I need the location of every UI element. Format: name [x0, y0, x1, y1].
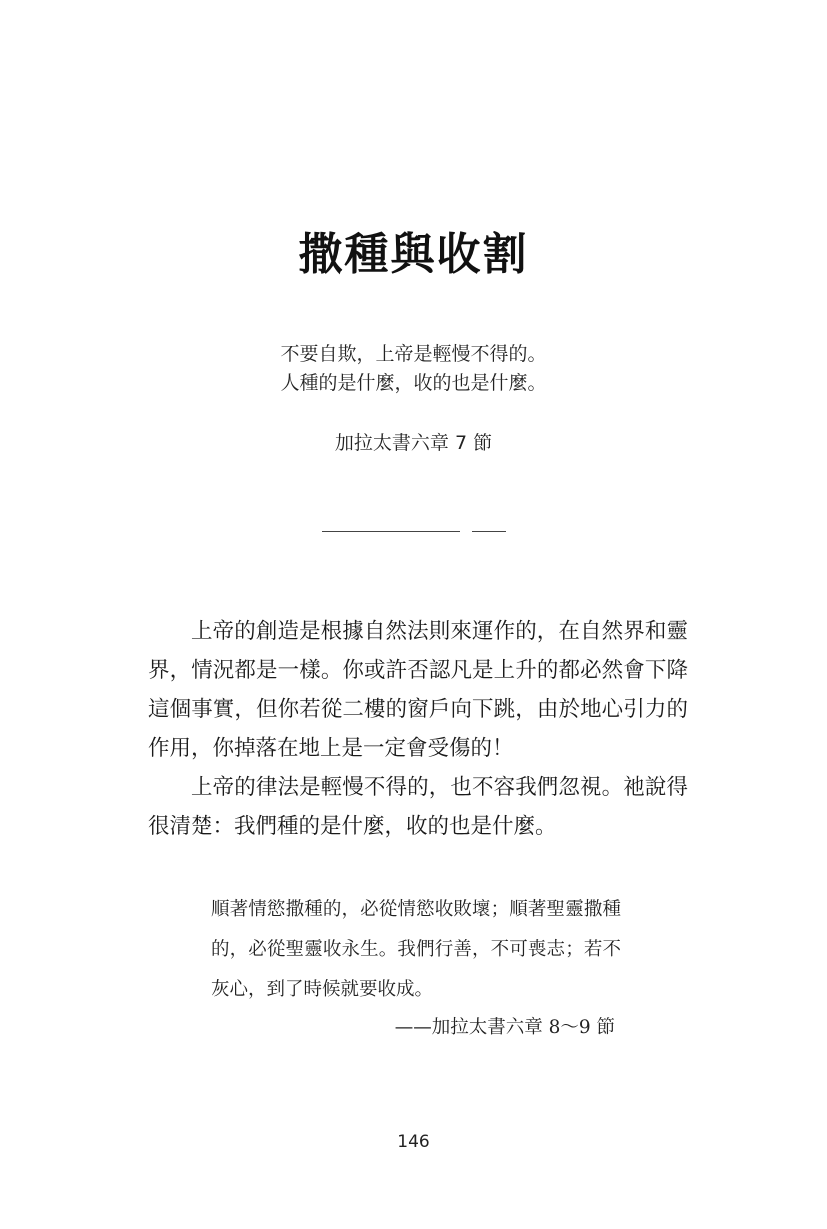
- epigraph-line-1: 不要自欺，上帝是輕慢不得的。: [280, 343, 547, 365]
- divider-short: [472, 531, 506, 532]
- page-number: 146: [397, 1132, 430, 1152]
- scripture-quote: 順著情慾撒種的，必從情慾收敗壞；順著聖靈撒種的，必從聖靈收永生。我們行善，不可喪志；若不灰心，到了時候就要收成。: [211, 899, 621, 1000]
- epigraph-line-2: 人種的是什麼，收的也是什麼。: [280, 372, 547, 394]
- body-paragraph-2: 上帝的律法是輕慢不得的，也不容我們忽視。祂說得很清楚：我們種的是什麼，收的也是什麼。: [148, 775, 688, 839]
- scripture-quote-reference: ——加拉太書六章 8～9 節: [394, 1017, 615, 1038]
- divider-long: [322, 531, 460, 532]
- epigraph: [0, 340, 827, 398]
- body-text: [148, 612, 688, 846]
- body-paragraph-1: 上帝的創造是根據自然法則來運作的，在自然界和靈界，情況都是一樣。你或許否認凡是上升的都必然會下降這個事實，但你若從二樓的窗戶向下跳，由於地心引力的作用，你掉落在地上是一定會受傷的！: [148, 619, 688, 761]
- chapter-title: 撒種與收割: [298, 229, 529, 280]
- epigraph-reference: 加拉太書六章 7 節: [334, 432, 493, 454]
